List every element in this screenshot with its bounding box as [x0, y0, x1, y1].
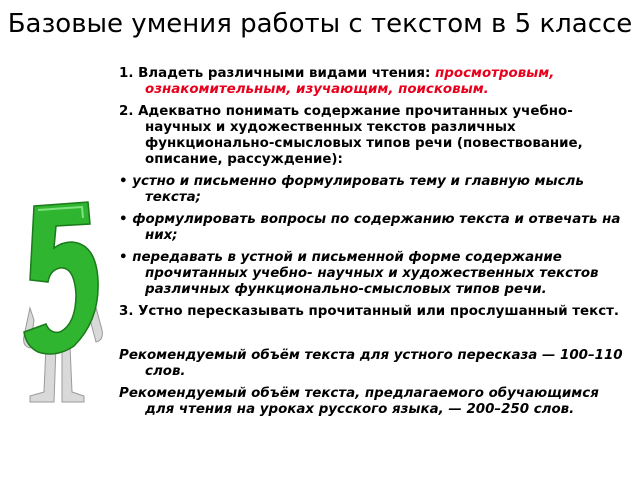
bullet-formulate-questions: • формулировать вопросы по содержанию текста и отвечать на них;	[119, 212, 621, 243]
bullet-formulate-theme: • устно и письменно формулировать тему и главную мысль текста;	[119, 174, 584, 205]
item-text: 1. Владеть различными видами чтения:	[119, 66, 436, 81]
item-oral-retelling: 3. Устно пересказывать прочитанный или прослушанный текст.	[119, 304, 619, 319]
spacer	[119, 326, 629, 348]
highlight-text: просмотровым, ознакомительным, изучающим, поисковым.	[145, 66, 555, 97]
recommendation-reading-volume: Рекомендуемый объём текста, предлагаемого обучающимся для чтения на уроках русского языка, — 200–250 слов.	[119, 386, 599, 417]
item-understand-content: 2. Адекватно понимать содержание прочитанных учебно-научных и художественных текстов различных функционально-смысловых типов речи (повествование, описание, рассуждение):	[119, 104, 583, 167]
slide-title: Базовые умения работы с текстом в 5 классе	[7, 9, 633, 39]
item-reading-types	[119, 66, 629, 98]
recommendation-oral-volume: Рекомендуемый объём текста для устного пересказа — 100–110 слов.	[119, 348, 623, 379]
slide-content	[119, 66, 629, 424]
bullet-retell-content: • передавать в устной и письменной форме содержание прочитанных учебно- научных и художественных текстов различных функционально-смысловых типов речи.	[119, 250, 599, 297]
green-number-five-figure-icon	[18, 196, 106, 406]
